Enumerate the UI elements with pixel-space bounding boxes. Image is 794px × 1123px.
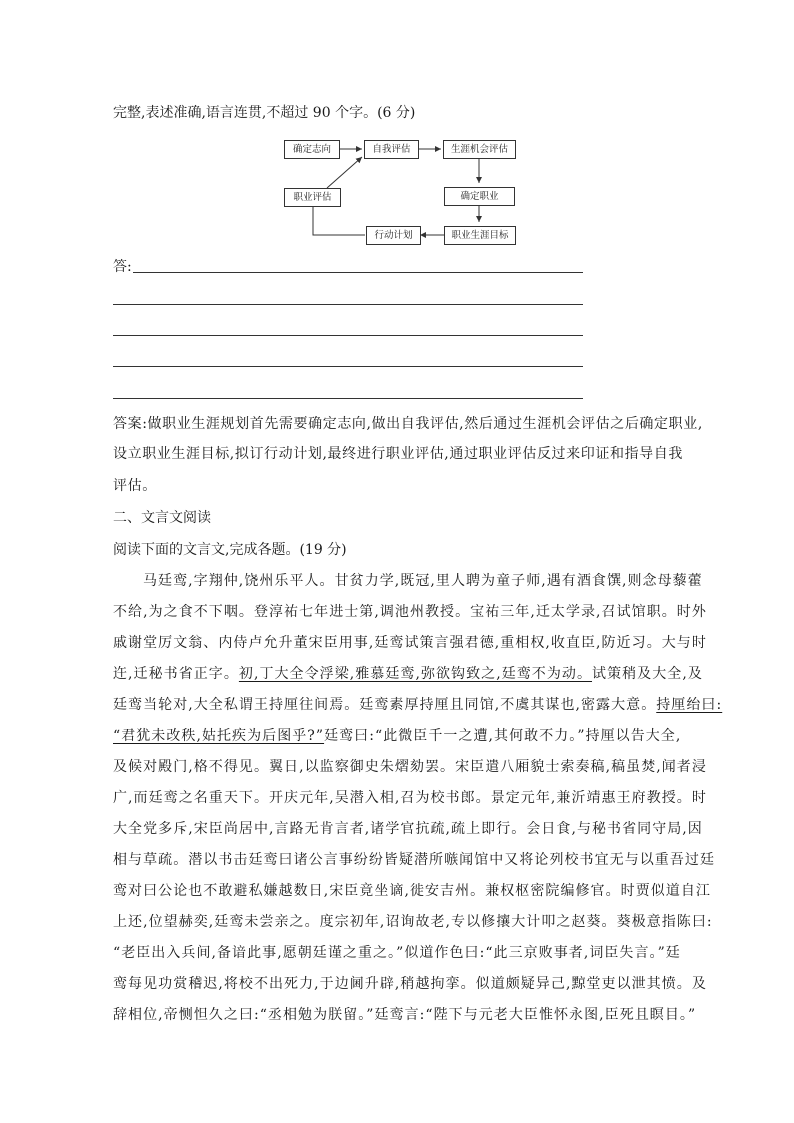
flow-node-action-plan: 行动计划 xyxy=(366,226,421,245)
intro-line: 完整,表述准确,语言连贯,不超过 90 个字。(6 分) xyxy=(113,105,416,121)
section-heading: 二、文言文阅读 xyxy=(113,510,211,526)
passage-line xyxy=(113,666,703,682)
passage-line: 广,而廷鸾之名重天下。开庆元年,吴潜入相,召为校书郎。景定元年,兼沂靖惠王府教授。时 xyxy=(113,790,707,806)
answer-label: 答: xyxy=(113,259,132,275)
answer-line[interactable] xyxy=(113,304,583,305)
flow-node-determine-career: 确定职业 xyxy=(444,187,515,206)
answer-text-line: 评估。 xyxy=(113,478,157,494)
answer-text-line: 答案:做职业生涯规划首先需要确定志向,做出自我评估,然后通过生涯机会评估之后确定职业, xyxy=(113,416,703,432)
passage-line: “老臣出入兵间,备谙此事,愿朝廷谨之重之。”似道作色曰:“此三京败事者,词臣失言。”廷 xyxy=(113,945,681,961)
passage-line xyxy=(113,697,723,713)
flow-node-self-assessment: 自我评估 xyxy=(364,140,419,159)
passage-text: 廷鸾当轮对,大全私谓王持厘往间焉。廷鸾素厚持厘且同馆,不虞其谋也,密露大意。 xyxy=(113,697,657,713)
passage-line xyxy=(113,728,683,744)
passage-line: 上还,位望赫奕,廷鸾未尝亲之。度宗初年,诏询故老,专以修攘大计叩之赵葵。葵极意指陈曰: xyxy=(113,914,713,930)
passage-line: 相与草疏。潜以书击廷鸾曰诸公言事纷纷皆疑潜所嗾闻馆中又将论列校书宜无与以重吾过廷 xyxy=(113,852,715,868)
flowchart-arrows xyxy=(0,0,794,260)
flow-node-career-evaluation: 职业评估 xyxy=(284,188,341,207)
passage-text: 迕,迁秘书省正字。 xyxy=(113,666,239,682)
passage-line: 戚谢堂厉文翁、内侍卢允升董宋臣用事,廷鸾试策言强君德,重相权,收直臣,防近习。大与时 xyxy=(113,635,707,651)
flow-node-career-opportunity-assessment: 生涯机会评估 xyxy=(443,140,516,159)
underlined-sentence: 初,丁大全令浮梁,雅慕廷鸾,弥欲钩致之,廷鸾不为动。 xyxy=(238,666,593,682)
passage-line: 鸾对曰公论也不敢避私嫌越数日,宋臣竟坐谪,徙安吉州。兼权枢密院编修官。时贾似道自江 xyxy=(113,883,711,899)
flow-node-determine-aspiration: 确定志向 xyxy=(284,140,340,159)
underlined-sentence: 持厘绐曰: xyxy=(656,697,723,713)
passage-line: 及候对殿门,格不得见。翼日,以监察御史朱熠劾罢。宋臣遣八厢貌士索奏稿,稿虽焚,闻者浸 xyxy=(113,759,707,775)
answer-line[interactable] xyxy=(113,335,583,336)
passage-line: 马廷鸾,字翔仲,饶州乐平人。甘贫力学,既冠,里人聘为童子师,遇有酒食馔,则念母藜藿 xyxy=(143,573,703,589)
passage-text: 试策稍及大全,及 xyxy=(592,666,703,682)
underlined-sentence: “君犹未改秩,姑托疾为后图乎?” xyxy=(113,728,325,744)
passage-line: 辞相位,帝恻怛久之曰:“丞相勉为朕留。”廷鸾言:“陛下与元老大臣惟怀永图,臣死且瞑目。” xyxy=(113,1007,697,1023)
answer-line[interactable] xyxy=(113,366,583,367)
passage-line: 鸾每见功赏稽迟,将校不出死力,于边阃升辟,稍越拘挛。似道颇疑异己,黥堂吏以泄其愤。及 xyxy=(113,976,707,992)
passage-line: 大全党多斥,宋臣尚居中,言路无肯言者,诸学官抗疏,疏上即行。会日食,与秘书省同守局,因 xyxy=(113,821,703,837)
answer-line[interactable] xyxy=(113,398,583,399)
answer-text-line: 设立职业生涯目标,拟订行动计划,最终进行职业评估,通过职业评估反过来印证和指导自我 xyxy=(113,446,683,462)
passage-line: 不给,为之食不下咽。登淳祐七年进士第,调池州教授。宝祐三年,迁太学录,召试馆职。时外 xyxy=(113,604,707,620)
answer-line[interactable] xyxy=(133,272,583,273)
passage-text: 廷鸾曰:“此微臣千一之遭,其何敢不力。”持厘以告大全, xyxy=(324,728,682,744)
instruction: 阅读下面的文言文,完成各题。(19 分) xyxy=(113,542,347,558)
flow-node-career-goal: 职业生涯目标 xyxy=(444,226,516,245)
